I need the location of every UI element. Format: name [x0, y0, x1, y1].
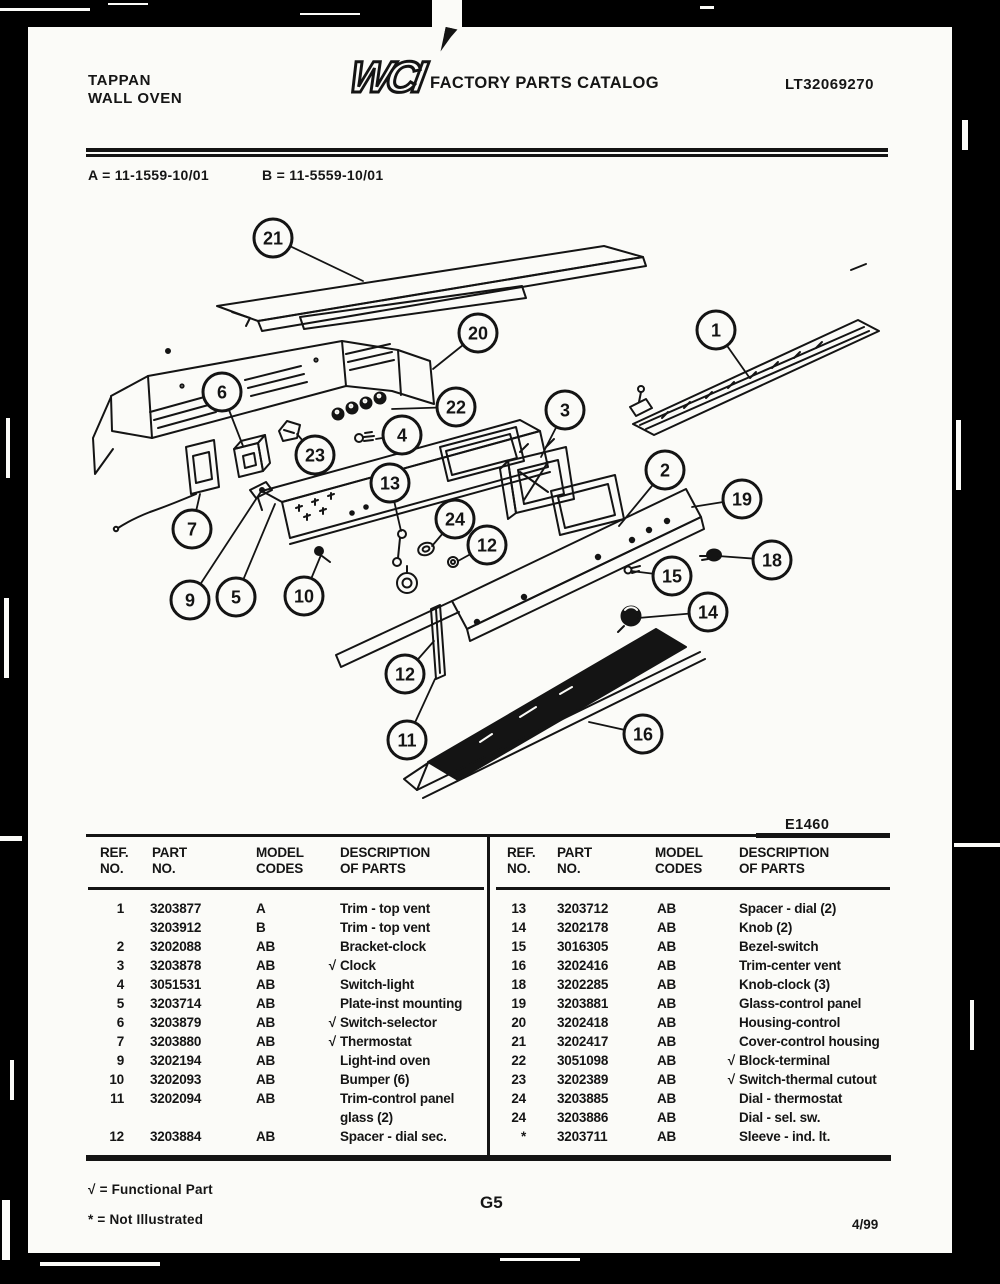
table-row	[500, 1127, 917, 1146]
table-row	[500, 994, 917, 1013]
part-number-cell: 3202178	[557, 920, 609, 935]
part-screw-4	[355, 432, 374, 442]
header-rule-bottom	[86, 154, 888, 157]
functional-check-cell	[719, 1127, 735, 1146]
table-top-rule	[86, 834, 763, 837]
table-row	[90, 1051, 476, 1070]
part-number-cell: 3051098	[557, 1053, 609, 1068]
description-cell: Spacer - dial sec.	[340, 1129, 447, 1144]
table-bottom-rule	[86, 1155, 891, 1161]
scan-speck	[300, 13, 360, 15]
svg-text:3: 3	[559, 400, 571, 421]
svg-text:15: 15	[661, 566, 683, 587]
model-codes-cell: AB	[657, 1053, 677, 1068]
ref-cell: 1	[116, 901, 124, 916]
callout-10	[285, 555, 323, 615]
figure-code: E1460	[785, 817, 830, 833]
table-row	[500, 899, 917, 918]
callout-16	[589, 715, 662, 753]
svg-text:10: 10	[293, 586, 315, 607]
ref-cell: 24	[511, 1091, 526, 1106]
svg-text:13: 13	[379, 473, 401, 494]
part-number-cell: 3202389	[557, 1072, 609, 1087]
part-number-cell: 3051531	[150, 977, 202, 992]
functional-check-cell	[719, 956, 735, 975]
scan-speck	[10, 1060, 14, 1100]
svg-text:12: 12	[394, 664, 416, 685]
table-row	[90, 937, 476, 956]
functional-check-cell	[320, 918, 336, 937]
model-codes-cell: AB	[256, 1091, 276, 1106]
legend-text: = Not Illustrated	[97, 1212, 204, 1227]
part-number-cell: 3202194	[150, 1053, 202, 1068]
wci-logo: WCI	[345, 53, 425, 102]
ref-cell: 23	[511, 1072, 526, 1087]
callout-21	[254, 219, 363, 281]
functional-check-cell	[320, 1070, 336, 1089]
part-number-cell: 3203885	[557, 1091, 609, 1106]
part-spacer-13	[393, 530, 417, 593]
col-header: MODEL	[655, 845, 703, 860]
scan-speck	[6, 418, 10, 478]
table-row	[500, 1070, 917, 1089]
ref-cell: 24	[511, 1110, 526, 1125]
scan-speck	[956, 420, 961, 490]
svg-text:19: 19	[731, 489, 753, 510]
description-cell: Clock	[340, 958, 376, 973]
description-cell: Thermostat	[340, 1034, 412, 1049]
col-header: MODEL	[256, 845, 304, 860]
callout-20	[433, 314, 497, 369]
part-dial-24	[416, 541, 435, 558]
functional-check-cell: √	[328, 1034, 336, 1049]
svg-text:6: 6	[216, 382, 228, 403]
description-cell: Bezel-switch	[739, 939, 819, 954]
col-header: CODES	[256, 861, 304, 876]
ref-cell: 9	[116, 1053, 124, 1068]
model-a-label: A = 11-1559-10/01	[88, 167, 209, 183]
model-codes-cell: AB	[657, 958, 677, 973]
functional-check-cell: √	[727, 1072, 735, 1087]
part-number-cell: 3203711	[557, 1129, 608, 1144]
table-row	[500, 1108, 917, 1127]
part-rail-1	[630, 264, 879, 435]
ref-cell: 5	[116, 996, 124, 1011]
svg-text:24: 24	[444, 509, 466, 530]
model-codes-cell: AB	[256, 977, 276, 992]
scan-speck	[0, 836, 22, 841]
ref-cell: 22	[511, 1053, 526, 1068]
callout-12	[386, 641, 434, 693]
part-number-cell: 3202088	[150, 939, 202, 954]
table-row	[500, 1089, 917, 1108]
functional-check-cell: √	[328, 1015, 336, 1030]
col-header: PART	[557, 845, 592, 860]
page-number: G5	[480, 1193, 503, 1212]
functional-check-cell	[320, 937, 336, 956]
model-codes-cell: AB	[657, 996, 677, 1011]
model-codes-cell: AB	[657, 920, 677, 935]
part-number-cell: 3203912	[150, 920, 202, 935]
scan-speck	[432, 0, 462, 27]
asterisk-symbol: *	[88, 1212, 94, 1227]
model-codes-cell: AB	[657, 901, 677, 916]
ref-cell: 20	[511, 1015, 526, 1030]
ref-cell: 16	[511, 958, 526, 973]
ref-cell: 11	[110, 1091, 124, 1106]
model-codes-cell: AB	[256, 1053, 276, 1068]
description-cell: Knob-clock (3)	[739, 977, 830, 992]
part-number-cell: 3203714	[150, 996, 202, 1011]
callout-23	[296, 434, 334, 474]
brand-line1: TAPPAN	[88, 72, 152, 89]
callout-6	[203, 373, 243, 446]
table-row	[500, 1051, 917, 1070]
callout-4	[376, 416, 421, 454]
part-number-cell: 3202093	[150, 1072, 202, 1087]
callout-1	[697, 311, 749, 377]
functional-check-cell	[719, 937, 735, 956]
callout-19	[692, 480, 761, 518]
scan-speck-dot	[166, 349, 170, 353]
part-knob-14	[618, 607, 641, 633]
ref-cell: *	[520, 1129, 526, 1144]
model-codes-cell: AB	[256, 958, 276, 973]
functional-check-cell	[719, 1108, 735, 1127]
col-header: DESCRIPTION	[739, 845, 830, 860]
ref-cell: 14	[511, 920, 526, 935]
description-cell: Trim-control panel glass (2)	[340, 1091, 455, 1125]
description-cell: Dial - thermostat	[739, 1091, 843, 1106]
svg-text:16: 16	[632, 724, 654, 745]
col-header: OF PARTS	[739, 861, 805, 876]
exploded-parts-diagram	[28, 197, 952, 837]
table-row	[90, 975, 476, 994]
col-header: DESCRIPTION	[340, 845, 431, 860]
description-cell: Trim-center vent	[739, 958, 841, 973]
scan-speck	[500, 1258, 580, 1261]
ref-cell: 12	[109, 1129, 124, 1144]
date-code: 4/99	[852, 1217, 879, 1232]
ref-cell: 15	[511, 939, 526, 954]
table-row	[500, 937, 917, 956]
ref-cell: 10	[109, 1072, 124, 1087]
functional-check-cell	[719, 1013, 735, 1032]
functional-check-cell	[320, 1051, 336, 1070]
ref-cell: 7	[116, 1034, 124, 1049]
svg-text:7: 7	[186, 519, 198, 540]
description-cell: Bumper (6)	[340, 1072, 410, 1087]
table-row	[500, 1032, 917, 1051]
table-row	[500, 918, 917, 937]
callout-15	[631, 557, 691, 595]
part-number-cell: 3202417	[557, 1034, 609, 1049]
table-row	[90, 899, 476, 918]
figure-code-underline	[756, 833, 890, 838]
part-trim-16	[404, 629, 705, 798]
model-codes-cell: AB	[256, 996, 276, 1011]
table-row	[90, 1032, 476, 1051]
functional-check-cell: √	[328, 958, 336, 973]
functional-check-cell	[320, 1127, 336, 1146]
functional-check-cell	[320, 1089, 336, 1127]
functional-check-cell	[320, 994, 336, 1013]
part-number-cell: 3203880	[150, 1034, 202, 1049]
functional-check-cell	[719, 1032, 735, 1051]
part-number-cell: 3202285	[557, 977, 609, 992]
part-clip-23	[279, 421, 300, 441]
model-codes-cell: B	[256, 920, 266, 935]
description-cell: Bracket-clock	[340, 939, 426, 954]
svg-text:22: 22	[445, 397, 467, 418]
functional-check-cell	[719, 975, 735, 994]
callout-5	[217, 504, 275, 616]
part-number-cell: 3202418	[557, 1015, 609, 1030]
description-cell: Knob (2)	[739, 920, 793, 935]
ref-cell: 21	[511, 1034, 526, 1049]
description-cell: Dial - sel. sw.	[739, 1110, 821, 1125]
callout-14	[638, 593, 727, 631]
brand-block	[88, 72, 182, 108]
svg-text:2: 2	[659, 460, 671, 481]
part-bumper-10	[315, 547, 330, 562]
description-cell: Switch-thermal cutout	[739, 1072, 877, 1087]
description-cell: Switch-light	[340, 977, 415, 992]
right-parts-table	[500, 899, 917, 1146]
ref-cell: 13	[511, 901, 526, 916]
table-row	[90, 918, 476, 937]
table-divider	[487, 834, 490, 1157]
model-codes-cell: A	[256, 901, 266, 916]
ref-cell: 19	[511, 996, 526, 1011]
model-codes-cell: AB	[657, 1091, 677, 1106]
ref-cell: 6	[116, 1015, 124, 1030]
description-cell: Trim - top vent	[340, 901, 431, 916]
publication-number: LT32069270	[785, 76, 874, 93]
col-header: NO.	[100, 861, 124, 876]
check-symbol: √	[88, 1182, 96, 1197]
functional-check-cell	[719, 1089, 735, 1108]
model-codes-cell: AB	[657, 1015, 677, 1030]
part-washer-12	[448, 557, 458, 567]
model-codes-cell: AB	[657, 1034, 677, 1049]
svg-text:1: 1	[710, 320, 722, 341]
scan-speck	[4, 598, 9, 678]
functional-check-cell: √	[727, 1053, 735, 1068]
table-row	[90, 956, 476, 975]
scan-speck	[40, 1262, 160, 1266]
model-b-label: B = 11-5559-10/01	[262, 167, 384, 183]
part-number-cell: 3203886	[557, 1110, 609, 1125]
part-switch-6	[234, 435, 270, 477]
functional-check-cell	[320, 975, 336, 994]
col-header: PART	[152, 845, 187, 860]
description-cell: Sleeve - ind. lt.	[739, 1129, 831, 1144]
scan-speck	[700, 6, 714, 9]
scan-speck	[954, 843, 1000, 847]
functional-check-cell	[320, 899, 336, 918]
header-rule-top	[86, 148, 888, 152]
svg-text:20: 20	[467, 323, 489, 344]
table-row	[90, 1013, 476, 1032]
svg-text:5: 5	[230, 587, 242, 608]
svg-text:9: 9	[184, 590, 196, 611]
scan-speck	[108, 3, 148, 5]
col-header: OF PARTS	[340, 861, 406, 876]
part-knob-18	[700, 550, 721, 561]
part-number-cell: 3203879	[150, 1015, 202, 1030]
model-codes-cell: AB	[657, 1072, 677, 1087]
col-header: NO.	[557, 861, 581, 876]
part-number-cell: 3203881	[557, 996, 609, 1011]
table-row	[90, 994, 476, 1013]
part-number-cell: 3203878	[150, 958, 202, 973]
table-row	[90, 1127, 476, 1146]
functional-check-cell	[719, 899, 735, 918]
svg-text:18: 18	[761, 550, 783, 571]
model-codes-cell: AB	[657, 1129, 677, 1144]
table-row	[500, 1013, 917, 1032]
legend-not-illustrated	[88, 1212, 203, 1227]
model-codes-cell: AB	[657, 939, 677, 954]
model-codes-cell: AB	[256, 1015, 276, 1030]
left-parts-table	[90, 899, 476, 1146]
table-row	[500, 956, 917, 975]
legend-text: = Functional Part	[99, 1182, 213, 1197]
ref-cell: 18	[511, 977, 526, 992]
table-row	[90, 1089, 476, 1127]
part-housing-20	[93, 341, 434, 474]
legend-functional-part	[88, 1182, 213, 1197]
table-row	[500, 975, 917, 994]
table-row	[90, 1070, 476, 1089]
catalog-title: FACTORY PARTS CATALOG	[430, 74, 660, 92]
svg-text:11: 11	[397, 730, 417, 751]
ref-cell: 3	[116, 958, 124, 973]
right-header-rule	[496, 887, 890, 890]
part-block-22	[333, 393, 386, 420]
scan-speck	[970, 1000, 974, 1050]
part-number-cell: 3203712	[557, 901, 609, 916]
model-codes-cell: AB	[657, 1110, 677, 1125]
paper-sheet	[28, 27, 952, 1253]
part-clock-3	[500, 439, 574, 519]
svg-text:14: 14	[697, 602, 719, 623]
ref-cell: 4	[116, 977, 124, 992]
description-cell: Housing-control	[739, 1015, 841, 1030]
description-cell: Trim - top vent	[340, 920, 431, 935]
col-header: CODES	[655, 861, 703, 876]
callout-2	[619, 451, 684, 526]
col-header: NO.	[152, 861, 176, 876]
description-cell: Plate-inst mounting	[340, 996, 463, 1011]
svg-text:4: 4	[396, 425, 408, 446]
part-number-cell: 3202094	[150, 1091, 202, 1106]
description-cell: Light-ind oven	[340, 1053, 431, 1068]
model-codes-cell: AB	[256, 1129, 276, 1144]
model-codes-cell: AB	[657, 977, 677, 992]
description-cell: Cover-control housing	[739, 1034, 880, 1049]
functional-check-cell	[719, 994, 735, 1013]
brand-line2: WALL OVEN	[88, 90, 183, 107]
svg-text:12: 12	[476, 535, 498, 556]
ref-cell	[90, 918, 124, 937]
scan-speck	[962, 120, 968, 150]
model-codes-cell: AB	[256, 939, 276, 954]
part-number-cell: 3202416	[557, 958, 609, 973]
svg-text:23: 23	[304, 445, 326, 466]
part-cover-21	[217, 246, 646, 331]
col-header: REF.	[507, 845, 536, 860]
description-cell: Block-terminal	[739, 1053, 830, 1068]
part-number-cell: 3016305	[557, 939, 609, 954]
description-cell: Switch-selector	[340, 1015, 437, 1030]
description-cell: Glass-control panel	[739, 996, 862, 1011]
part-number-cell: 3203884	[150, 1129, 202, 1144]
scan-speck	[2, 1200, 10, 1260]
col-header: REF.	[100, 845, 129, 860]
col-header: NO.	[507, 861, 531, 876]
part-number-cell: 3203877	[150, 901, 202, 916]
model-codes-cell: AB	[256, 1034, 276, 1049]
model-codes-cell: AB	[256, 1072, 276, 1087]
scan-speck	[0, 8, 90, 11]
left-header-rule	[88, 887, 484, 890]
description-cell: Spacer - dial (2)	[739, 901, 837, 916]
functional-check-cell	[719, 918, 735, 937]
ref-cell: 2	[116, 939, 124, 954]
svg-text:21: 21	[262, 228, 284, 249]
callout-18	[718, 541, 791, 579]
